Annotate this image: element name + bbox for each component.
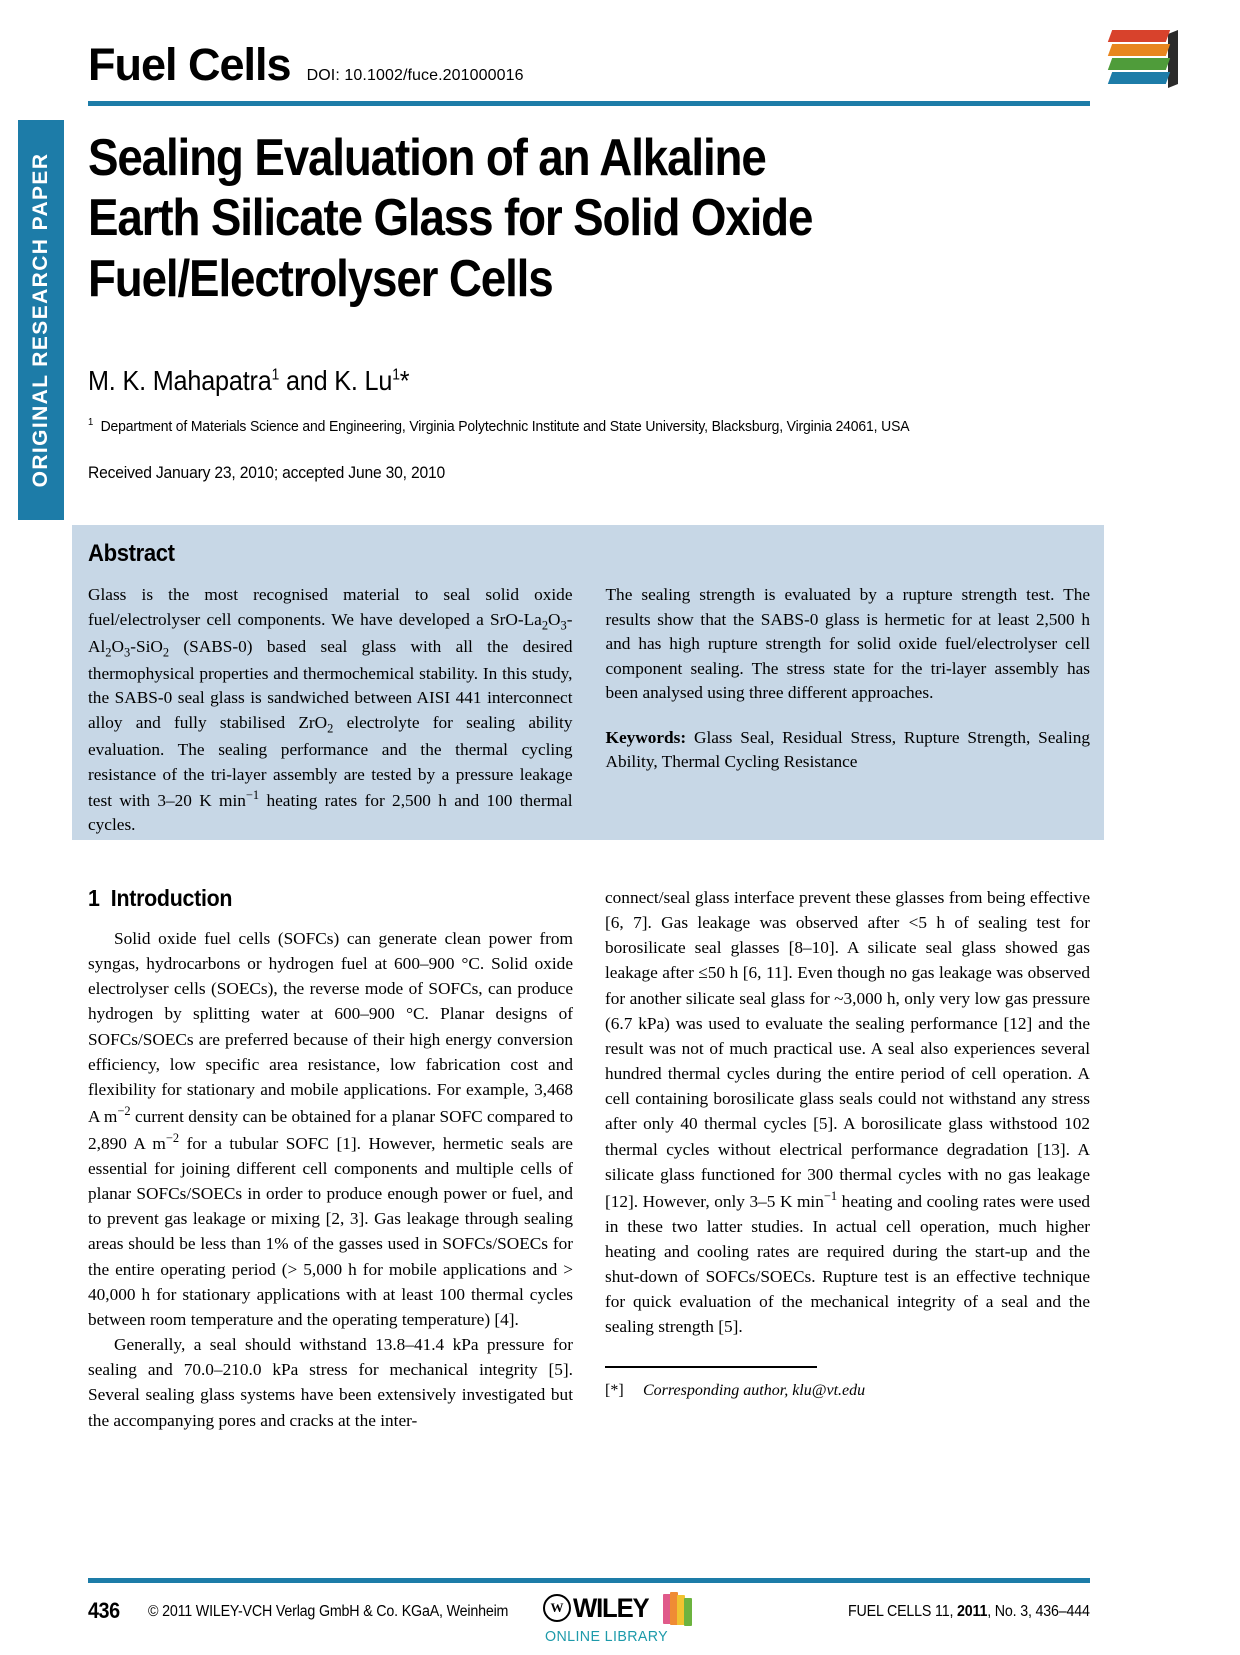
logo-bar-green — [1108, 58, 1170, 70]
original-research-paper-spine — [18, 120, 64, 520]
logo-bar-orange — [1108, 44, 1170, 56]
author-1: M. K. Mahapatra — [88, 365, 272, 396]
intro-paragraph-1: Solid oxide fuel cells (SOFCs) can generate clean power from syngas, hydrocarbons or hydrogen fuel at 600–900 °C. Solid oxide electrolyser cells (SOECs), the reverse mode of SOFCs, can produce hydrogen by splitting water at 600–900 °C. Planar designs of SOFCs/SOECs are preferred because of their high energy conversion efficiency, low specific area resistance, low fabrication cost and flexibility for stationary and mobile applications. For example, 3,468 A $m^{-2}$ current density can be obtained for a planar SOFC compared to 2,890 A $m^{-2}$ for a tubular SOFC [1]. However, hermetic seals are essential for joining different cell components and multiple cells of planar SOFCs/SOECs in order to produce enough power or fuel, and to prevent gas leakage or mixing [2, 3]. Gas leakage through sealing areas should be less than 1% of the gasses used in SOFCs/SOECs for the entire operating period (> 5,000 h for mobile applications and > 40,000 h for stationary applications with at least 100 thermal cycles between room temperature and the operating temperature) [4]. — [88, 929, 573, 1329]
copyright-text: © 2011 WILEY-VCH Verlag GmbH & Co. KGaA, Weinheim — [148, 1603, 509, 1620]
footer-divider — [88, 1578, 1090, 1583]
footnote-text[interactable]: Corresponding author, klu@vt.edu — [643, 1381, 866, 1399]
wiley-circle-icon: W — [543, 1594, 571, 1622]
citation-suffix: , No. 3, 436–444 — [987, 1603, 1090, 1620]
abstract-text-right: The sealing strength is evaluated by a rupture strength test. The results show that the SABS-0 glass is hermetic for at least 2,500 h and has high rupture strength for solid oxide fuel/electrolyser cell component sealing. The stress state for the tri-layer assembly has been analysed using three different approaches. — [605, 585, 1090, 703]
body-column-right — [605, 885, 1090, 1433]
section-number: 1 — [88, 885, 100, 911]
title-line-1: Sealing Evaluation of an Alkaline — [88, 129, 766, 187]
book-spine-green — [684, 1598, 692, 1626]
corresponding-author-footnote — [605, 1382, 1090, 1400]
abstract-panel — [72, 525, 1104, 840]
abstract-text-left: Glass is the most recognised material to seal solid oxide fuel/electrolyser cell components. We have developed a SrO-$La_2O_3-Al_2O_3-SiO_2$ (SABS-0) based seal glass with all the desired thermophysical properties and thermochemical stability. In this study, the SABS-0 seal glass is sandwiched between AISI 441 interconnect alloy and fully stabilised ZrO$_2$ electrolyte for sealing ability evaluation. The sealing performance and the thermal cycling resistance of the tri-layer assembly are tested by a pressure leakage test with 3–20 K $\min^{-1}$ heating rates for 2,500 h and 100 thermal cycles. — [88, 585, 573, 835]
keywords-text: Glass Seal, Residual Stress, Rupture Strength, Sealing Ability, Thermal Cycling Resistance — [605, 727, 1090, 772]
keywords-line — [606, 726, 1091, 775]
masthead — [88, 39, 1090, 90]
abstract-column-right — [606, 583, 1091, 838]
section-label: Introduction — [110, 885, 233, 911]
corresponding-author-star: * — [399, 365, 410, 396]
keywords-label: Keywords: — [605, 727, 687, 747]
wiley-wordmark: WILEY — [573, 1592, 649, 1623]
spine-label: ORIGINAL RESEARCH PAPER — [29, 152, 52, 488]
wiley-online-library-logo[interactable] — [543, 1592, 703, 1654]
author-1-affiliation-marker: 1 — [271, 366, 280, 384]
wiley-books-icon — [663, 1592, 695, 1628]
journal-citation — [848, 1603, 1090, 1621]
affiliation-text: Department of Materials Science and Engineering, Virginia Polytechnic Institute and State University, Blacksburg, Virginia 24061, USA — [100, 418, 910, 435]
body-columns — [88, 885, 1090, 1433]
fuel-cells-stack-logo — [1110, 28, 1180, 90]
doi-text[interactable]: DOI: 10.1002/fuce.201000016 — [306, 67, 524, 84]
page-footer — [88, 1594, 1090, 1644]
affiliation-marker: 1 — [88, 417, 94, 428]
abstract-columns — [88, 583, 1090, 838]
received-accepted-dates: Received January 23, 2010; accepted June 30, 2010 — [88, 463, 446, 482]
abstract-heading: Abstract — [88, 540, 175, 567]
abstract-column-left — [88, 583, 573, 838]
journal-title: Fuel Cells — [88, 39, 291, 90]
logo-bar-blue — [1108, 72, 1170, 84]
page-title — [88, 128, 950, 309]
citation-year: 2011 — [957, 1603, 988, 1620]
page-number: 436 — [88, 1598, 120, 1623]
wiley-online-library-text: ONLINE LIBRARY — [545, 1628, 669, 1645]
author-2-affiliation-marker: 1 — [392, 366, 400, 384]
title-line-2: Earth Silicate Glass for Solid Oxide — [88, 189, 813, 248]
intro-paragraph-2: Generally, a seal should withstand 13.8–41.4 kPa pressure for sealing and 70.0–210.0 kPa stress for mechanical integrity [5]. Several sealing glass systems have been extensively investigated but the accompanying pores and cracks at the inter- — [88, 1335, 573, 1430]
logo-bar-red — [1108, 30, 1170, 42]
citation-prefix: FUEL CELLS 11, — [848, 1603, 958, 1620]
body-column-left — [88, 885, 573, 1433]
section-heading-introduction — [88, 885, 539, 912]
affiliation-line — [88, 417, 1023, 435]
footnote-divider — [605, 1366, 817, 1368]
title-line-3: Fuel/Electrolyser Cells — [88, 249, 553, 308]
footnote-marker: [*] — [605, 1381, 624, 1399]
author-conjunction: and K. Lu — [279, 365, 393, 396]
intro-paragraph-3: connect/seal glass interface prevent these glasses from being effective [6, 7]. Gas leakage was observed after <5 h of sealing test for borosilicate seal glasses [8–10]. A silicate seal glass showed gas leakage after ≤50 h [6, 11]. Even though no gas leakage was observed for another silicate seal glass for ~3,000 h, only very low gas pressure (6.7 kPa) was used to evaluate the sealing performance [12] and the result was not of much practical use. A seal also experiences several hundred thermal cycles during the entire period of cell operation. A cell containing borosilicate glass seals could not withstand any stress after only 40 thermal cycles [5]. A borosilicate glass withstood 102 thermal cycles without electrical performance degradation [13]. A silicate glass functioned for 300 thermal cycles with no gas leakage [12]. However, only 3–5 K $\min^{-1}$ heating and cooling rates were used in these two latter studies. In actual cell operation, much higher heating and cooling rates are required during the start-up and the shut-down of SOFCs/SOECs. Rupture test is an effective technique for quick evaluation of the mechanical integrity of a seal and the sealing strength [5]. — [605, 888, 1091, 1337]
masthead-divider — [88, 101, 1090, 106]
author-list — [88, 365, 409, 397]
